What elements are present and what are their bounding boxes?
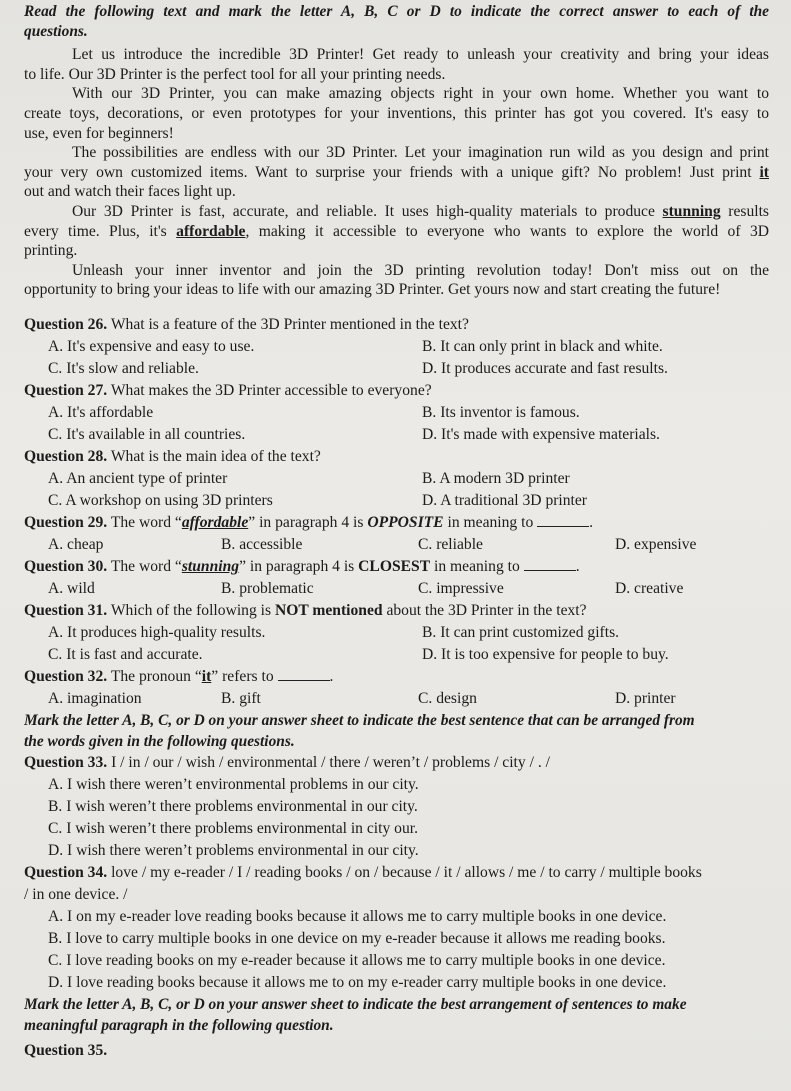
question-label: Question 31.	[24, 601, 108, 619]
option-b[interactable]: B. I love to carry multiple books in one device on my e-reader because it allows me reading books.	[48, 929, 666, 947]
option-c[interactable]: C. It is fast and accurate.	[48, 645, 203, 663]
question-34-continued: / in one device. /	[24, 885, 128, 903]
options-row	[24, 644, 769, 666]
keyword-it: it	[201, 667, 212, 685]
question-text: What makes the 3D Printer accessible to everyone?	[110, 381, 432, 399]
option-d[interactable]: D. printer	[615, 689, 676, 707]
question-text: What is the main idea of the text?	[110, 447, 321, 465]
passage-line: Unleash your inner inventor and join the 3D printing revolution today! Don't miss out on the	[72, 261, 769, 279]
question-label: Question 27.	[24, 381, 108, 399]
options-row	[24, 534, 769, 556]
question-text: love / my e-reader / I / reading books / on / because / it / allows / me / to carry / multiple books	[111, 863, 702, 881]
word-stunning-underlined: stunning	[662, 202, 721, 220]
question-29: Question 29. The word “affordable” in paragraph 4 is OPPOSITE in meaning to .	[24, 513, 594, 531]
reading-instructions	[24, 0, 769, 41]
keyword-not-mentioned: NOT mentioned	[274, 601, 383, 619]
question-text: ” in paragraph 4 is	[248, 513, 364, 531]
option-b[interactable]: B. A modern 3D printer	[422, 469, 570, 487]
option-b[interactable]: B. It can only print in black and white.	[422, 337, 663, 355]
question-26	[24, 314, 769, 336]
instruction-line: questions.	[24, 22, 88, 40]
question-text: ” in paragraph 4 is	[239, 557, 355, 575]
passage-line	[24, 202, 769, 222]
question-30: Question 30. The word “stunning” in paragraph 4 is CLOSEST in meaning to .	[24, 557, 580, 575]
passage-text: every time. Plus, it's	[24, 222, 167, 240]
keyword-affordable: affordable	[181, 513, 249, 531]
answer-blank	[537, 514, 589, 527]
arrange-paragraph-instructions: meaningful paragraph in the following question.	[24, 1016, 334, 1034]
options-row	[24, 358, 769, 380]
option-a[interactable]: A. wild	[48, 579, 95, 597]
question-label: Question 32.	[24, 667, 108, 685]
option-c[interactable]: C. A workshop on using 3D printers	[48, 491, 273, 509]
keyword-stunning: stunning	[181, 557, 240, 575]
question-label: Question 33.	[24, 753, 108, 771]
passage-line: The possibilities are endless with our 3D Printer. Let your imagination run wild as you design and print	[72, 144, 769, 162]
question-28	[24, 446, 769, 468]
pronoun-it-underlined: it	[759, 163, 769, 181]
question-31	[24, 600, 769, 622]
question-label: Question 30.	[24, 557, 108, 575]
option-c[interactable]: C. reliable	[418, 535, 483, 553]
question-32: Question 32. The pronoun “it” refers to .	[24, 667, 334, 685]
option-a[interactable]: A. It produces high-quality results.	[48, 623, 266, 641]
passage-line: to life. Our 3D Printer is the perfect tool for all your printing needs.	[24, 65, 446, 83]
instruction-line: Read the following text and mark the letter A, B, C or D to indicate the correct answer to each of the	[24, 3, 769, 20]
option-c[interactable]: C. I wish weren’t there problems environmental in city our.	[48, 819, 418, 837]
option-a[interactable]: A. An ancient type of printer	[48, 469, 228, 487]
reading-passage	[24, 45, 769, 300]
question-label: Question 28.	[24, 447, 108, 465]
arrange-sentence-instructions: Mark the letter A, B, C, or D on your answer sheet to indicate the best sentence that can be arranged from	[24, 711, 695, 729]
word-affordable-underlined: affordable	[176, 222, 246, 240]
passage-line	[24, 163, 769, 183]
option-a[interactable]: A. It's affordable	[48, 403, 154, 421]
option-b[interactable]: B. I wish weren’t there problems environmental in our city.	[48, 797, 418, 815]
option-a[interactable]: A. cheap	[48, 535, 104, 553]
option-a[interactable]: A. I wish there weren’t environmental problems in our city.	[48, 775, 419, 793]
passage-line	[24, 222, 769, 242]
option-c[interactable]: C. It's slow and reliable.	[48, 359, 199, 377]
question-27	[24, 380, 769, 402]
options-row	[24, 622, 769, 644]
option-a[interactable]: A. It's expensive and easy to use.	[48, 337, 255, 355]
option-d[interactable]: D. It is too expensive for people to buy.	[422, 645, 669, 663]
question-text: ” refers to	[211, 667, 274, 685]
option-b[interactable]: B. Its inventor is famous.	[422, 403, 580, 421]
options-row	[24, 468, 769, 490]
question-text: Which of the following is	[110, 601, 272, 619]
option-a[interactable]: A. imagination	[48, 689, 142, 707]
options-row	[24, 578, 769, 600]
question-label: Question 29.	[24, 513, 108, 531]
option-b[interactable]: B. accessible	[221, 535, 303, 553]
passage-line: Let us introduce the incredible 3D Printer! Get ready to unleash your creativity and bring your ideas	[72, 46, 769, 64]
passage-text: , making it accessible to everyone who wants to explore the world of 3D	[245, 222, 769, 240]
question-label: Question 35.	[24, 1041, 108, 1059]
question-label: Question 26.	[24, 315, 108, 333]
option-c[interactable]: C. design	[418, 689, 477, 707]
question-33	[24, 752, 769, 774]
question-label: Question 34.	[24, 863, 108, 881]
option-d[interactable]: D. expensive	[615, 535, 697, 553]
question-text: in meaning to	[434, 557, 520, 575]
passage-line: With our 3D Printer, you can make amazing objects right in your own home. Whether you want to	[72, 85, 769, 103]
options-row	[24, 402, 769, 424]
option-d[interactable]: D. I wish there weren’t problems environmental in our city.	[48, 841, 419, 859]
options-row	[24, 336, 769, 358]
options-row	[24, 424, 769, 446]
question-text: I / in / our / wish / environmental / there / weren’t / problems / city / . /	[111, 753, 550, 771]
option-d[interactable]: D. It's made with expensive materials.	[422, 425, 660, 443]
option-a[interactable]: A. I on my e-reader love reading books because it allows me to carry multiple books in one device.	[48, 907, 667, 925]
passage-line: use, even for beginners!	[24, 124, 174, 142]
option-d[interactable]: D. I love reading books because it allows me to on my e-reader carry multiple books in one device.	[48, 973, 667, 991]
question-35	[24, 1040, 769, 1062]
passage-line: opportunity to bring your ideas to life with our amazing 3D Printer. Get yours now and start creating the future!	[24, 281, 721, 299]
question-text: about the 3D Printer in the text?	[386, 601, 587, 619]
question-34	[24, 862, 769, 884]
option-c[interactable]: C. I love reading books on my e-reader because it allows me to carry multiple books in one device.	[48, 951, 666, 969]
passage-text: your very own customized items. Want to surprise your friends with a unique gift? No problem! Just print	[24, 163, 752, 181]
arrange-sentence-instructions: the words given in the following questions.	[24, 732, 295, 750]
question-text: The pronoun “	[110, 667, 202, 685]
question-text: What is a feature of the 3D Printer mentioned in the text?	[110, 315, 469, 333]
answer-blank	[278, 668, 330, 681]
option-d[interactable]: D. creative	[615, 579, 684, 597]
option-c[interactable]: C. It's available in all countries.	[48, 425, 246, 443]
option-c[interactable]: C. impressive	[418, 579, 504, 597]
arrange-paragraph-instructions: Mark the letter A, B, C, or D on your answer sheet to indicate the best arrangement of sentences to make	[24, 995, 687, 1013]
passage-text: results	[728, 202, 769, 220]
option-b[interactable]: B. problematic	[221, 579, 314, 597]
keyword-opposite: OPPOSITE	[367, 513, 444, 531]
passage-text: Our 3D Printer is fast, accurate, and reliable. It uses high-quality materials to produce	[72, 202, 655, 220]
option-d[interactable]: D. It produces accurate and fast results.	[422, 359, 668, 377]
answer-blank	[524, 558, 576, 571]
passage-line: create toys, decorations, or even prototypes for your inventions, this printer has got you covered. It's easy to	[24, 104, 769, 122]
keyword-closest: CLOSEST	[358, 557, 431, 575]
options-row	[24, 490, 769, 512]
option-d[interactable]: D. A traditional 3D printer	[422, 491, 588, 509]
question-text: The word “	[110, 557, 182, 575]
question-text: The word “	[110, 513, 182, 531]
option-b[interactable]: B. It can print customized gifts.	[422, 623, 620, 641]
question-text: in meaning to	[447, 513, 534, 531]
passage-line: out and watch their faces light up.	[24, 183, 236, 201]
option-b[interactable]: B. gift	[221, 689, 261, 707]
options-row	[24, 688, 769, 710]
passage-line: printing.	[24, 242, 78, 260]
